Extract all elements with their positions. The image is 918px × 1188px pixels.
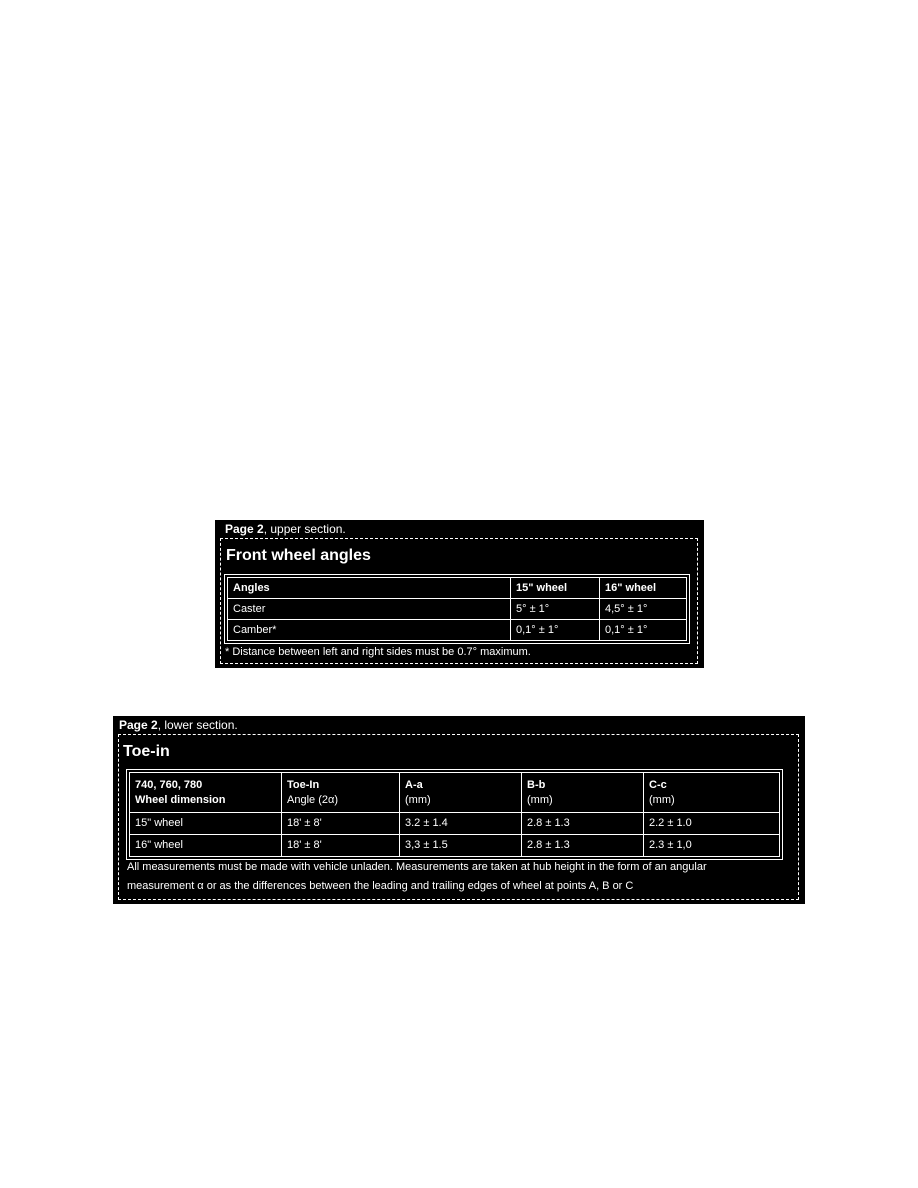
header-angles: Angles (228, 578, 511, 599)
caster-16-value: 4,5° ± 1° (600, 599, 687, 620)
header-toe-in-angle (282, 773, 400, 813)
header-c-c-unit: (mm) (649, 793, 675, 806)
lower-section-caption (119, 718, 238, 732)
upper-caption-page: Page 2 (225, 522, 264, 536)
row-15-toe-in: 18' ± 8' (282, 813, 400, 835)
header-dimension-line: Wheel dimension (135, 793, 226, 806)
table-row (130, 835, 780, 857)
lower-caption-page: Page 2 (119, 718, 158, 732)
header-b-b-label: B-b (527, 778, 546, 791)
row-15-wheel-label: 15" wheel (130, 813, 282, 835)
lower-caption-rest: , lower section. (157, 718, 238, 732)
row-16-b-b: 2.8 ± 1.3 (522, 835, 644, 857)
row-15-a-a: 3.2 ± 1.4 (400, 813, 522, 835)
row-16-wheel-label: 16" wheel (130, 835, 282, 857)
header-a-a (400, 773, 522, 813)
table-row (228, 620, 687, 641)
measurement-note-line-2: measurement α or as the differences between the leading and trailing edges of wheel at points A, B or C (127, 880, 634, 892)
header-toe-in-line: Toe-In (287, 778, 320, 791)
toe-in-panel (113, 716, 805, 904)
upper-caption-rest: , upper section. (263, 522, 346, 536)
header-wheel-dimension (130, 773, 282, 813)
camber-16-value: 0,1° ± 1° (600, 620, 687, 641)
header-b-b-unit: (mm) (527, 793, 553, 806)
front-wheel-angles-table (227, 577, 687, 641)
table-row (228, 599, 687, 620)
header-model-line: 740, 760, 780 (135, 778, 203, 791)
caster-label: Caster (228, 599, 511, 620)
toe-in-title: Toe-in (123, 743, 170, 760)
upper-section-caption (225, 522, 346, 536)
row-16-a-a: 3,3 ± 1.5 (400, 835, 522, 857)
header-16-wheel: 16" wheel (600, 578, 687, 599)
header-b-b (522, 773, 644, 813)
table-header-row (130, 773, 780, 813)
row-16-toe-in: 18' ± 8' (282, 835, 400, 857)
caster-15-value: 5° ± 1° (511, 599, 600, 620)
header-c-c-label: C-c (649, 778, 667, 791)
measurement-note-line-1: All measurements must be made with vehicle unladen. Measurements are taken at hub height in the form of an angular (127, 861, 707, 873)
camber-15-value: 0,1° ± 1° (511, 620, 600, 641)
header-angle-line: Angle (2α) (287, 793, 338, 806)
header-c-c (644, 773, 780, 813)
table-row (130, 813, 780, 835)
row-15-c-c: 2.2 ± 1.0 (644, 813, 780, 835)
header-a-a-label: A-a (405, 778, 423, 791)
table-header-row (228, 578, 687, 599)
row-15-b-b: 2.8 ± 1.3 (522, 813, 644, 835)
camber-label: Camber* (228, 620, 511, 641)
upper-footnote: * Distance between left and right sides must be 0.7° maximum. (225, 646, 531, 658)
front-wheel-angles-panel (215, 520, 704, 668)
header-a-a-unit: (mm) (405, 793, 431, 806)
front-wheel-angles-title: Front wheel angles (226, 547, 371, 564)
row-16-c-c: 2.3 ± 1,0 (644, 835, 780, 857)
toe-in-table (129, 772, 780, 857)
header-15-wheel: 15" wheel (511, 578, 600, 599)
